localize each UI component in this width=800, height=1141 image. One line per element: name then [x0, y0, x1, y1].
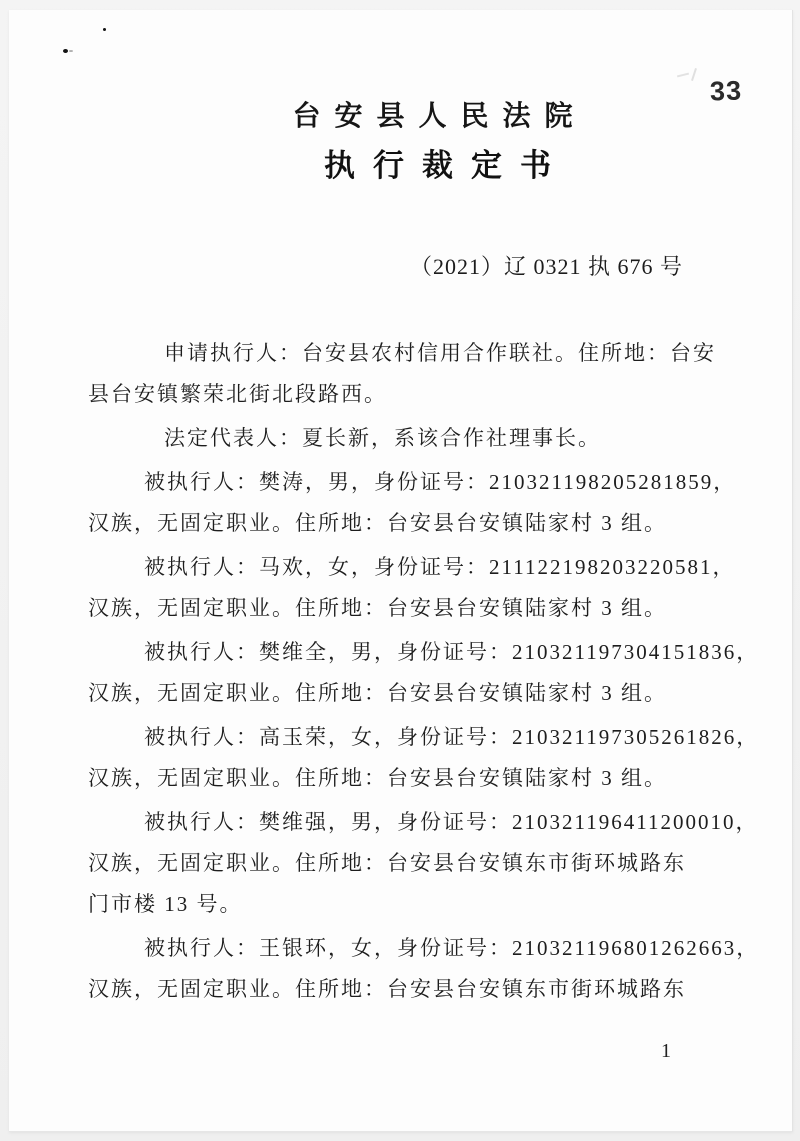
paragraph	[88, 547, 736, 629]
case-number: （2021）辽 0321 执 676 号	[409, 254, 683, 279]
paragraph	[88, 802, 759, 925]
text-line: 被执行人：樊维强，男，身份证号：210321196411200010，	[144, 810, 759, 834]
page-number: 1	[661, 1040, 671, 1062]
document-body	[88, 333, 760, 1013]
text-line: 法定代表人：夏长新，系该合作社理事长。	[164, 426, 601, 450]
text-line: 门市楼 13 号。	[88, 892, 243, 916]
ink-speck	[103, 28, 106, 31]
document-page	[9, 10, 793, 1132]
court-name: 台安县人民法院	[292, 101, 587, 132]
text-line: 被执行人：高玉荣，女，身份证号：210321197305261826，	[144, 725, 760, 749]
text-line: 申请执行人：台安县农村信用合作联社。住所地：台安	[164, 341, 716, 365]
pencil-smudge	[677, 68, 703, 84]
paragraph	[88, 928, 760, 1010]
text-line: 被执行人：樊维全，男，身份证号：210321197304151836，	[144, 640, 760, 664]
text-line: 汉族，无固定职业。住所地：台安县台安镇陆家村 3 组。	[88, 511, 667, 535]
text-line: 被执行人：王银环，女，身份证号：210321196801262663，	[144, 936, 760, 960]
text-line: 汉族，无固定职业。住所地：台安县台安镇东市街环城路东	[88, 977, 686, 1001]
handwritten-archive-number: 33	[709, 75, 743, 107]
ink-speck	[63, 49, 68, 53]
text-line: 汉族，无固定职业。住所地：台安县台安镇东市街环城路东	[88, 851, 686, 875]
paragraph	[88, 418, 706, 459]
paragraph	[88, 333, 716, 415]
text-line: 县台安镇繁荣北街北段路西。	[88, 382, 387, 406]
paragraph	[88, 462, 737, 544]
text-line: 被执行人：樊涛，男，身份证号：210321198205281859，	[144, 470, 737, 494]
text-line: 汉族，无固定职业。住所地：台安县台安镇陆家村 3 组。	[88, 766, 667, 790]
paragraph	[88, 632, 760, 714]
paragraph	[88, 717, 760, 799]
text-line: 汉族，无固定职业。住所地：台安县台安镇陆家村 3 组。	[88, 681, 667, 705]
text-line: 被执行人：马欢，女，身份证号：211122198203220581，	[144, 555, 736, 579]
document-title: 执行裁定书	[324, 148, 569, 183]
text-line: 汉族，无固定职业。住所地：台安县台安镇陆家村 3 组。	[88, 596, 667, 620]
